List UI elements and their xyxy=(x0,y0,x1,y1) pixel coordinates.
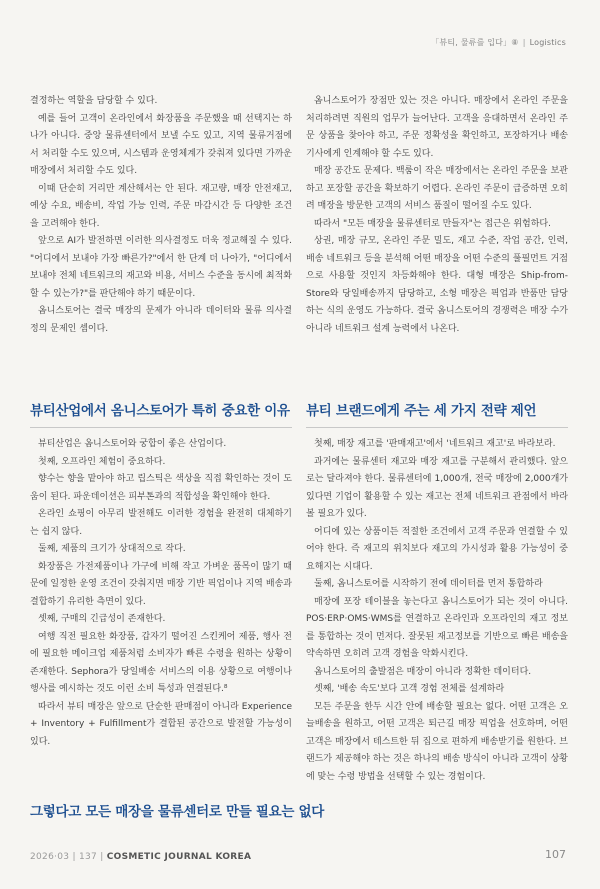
section3-body xyxy=(306,436,568,786)
paragraph: 이때 단순히 거리만 계산해서는 안 된다. 재고량, 매장 안전재고, 예상 수요, 배송비, 작업 가능 인력, 주문 마감시간 등 다양한 조건을 고려해야 한다. xyxy=(30,183,292,229)
running-header: 「뷰티, 물류를 입다」⑧ | Logistics xyxy=(431,38,566,47)
category-label: Logistics xyxy=(529,38,566,47)
section-divider xyxy=(306,427,568,428)
footer xyxy=(30,852,251,862)
series-label: 「뷰티, 물류를 입다」⑧ xyxy=(431,38,519,47)
paragraph: 따라서 "모든 매장을 물류센터로 만들자"는 접근은 위험하다. xyxy=(314,218,551,229)
paragraph: 옴니스토어가 장점만 있는 것은 아니다. 매장에서 온라인 주문을 처리하려면 직원의 업무가 늘어난다. 고객을 응대하면서 온라인 주문 상품을 찾아야 하고, 주문 정확성을 확인하고, 포장하거나 배송기사에게 인계해야 할 수도 있다. xyxy=(306,96,568,159)
paragraph: 뷰티산업은 옴니스토어와 궁합이 좋은 산업이다. xyxy=(38,439,227,449)
paragraph: 셋째, '배송 속도'보다 고객 경험 전체를 설계하라 xyxy=(314,684,505,694)
paragraph: 어디에 있는 상품이든 적절한 조건에서 고객 주문과 연결할 수 있어야 한다. 즉 재고의 위치보다 재고의 가시성과 활용 가능성이 중요해지는 시대다. xyxy=(306,526,568,572)
paragraph: 따라서 뷰티 매장은 앞으로 단순한 판매점이 아니라 Experience + Inventory + Fulfillment가 결합된 공간으로 발전할 가능성이 있다. xyxy=(30,701,292,747)
paragraph: 둘째, 제품의 크기가 상대적으로 작다. xyxy=(38,544,186,554)
page-number: 107 xyxy=(545,848,566,861)
paragraph: 옴니스토어는 결국 매장의 문제가 아니라 데이터와 물류 의사결정의 문제인 셈이다. xyxy=(30,306,292,334)
section-divider xyxy=(30,427,292,428)
paragraph: 첫째, 매장 재고를 '판매재고'에서 '네트워크 재고'로 바라보라. xyxy=(314,439,556,449)
paragraph: 예를 들어 고객이 온라인에서 화장품을 주문했을 때 선택지는 하나가 아니다. 중앙 물류센터에서 보낼 수도 있고, 지역 물류거점에서 처리할 수도 있으며, 시스템과 운영체계가 갖춰져 있다면 가까운 매장에서 처리할 수도 있다. xyxy=(30,113,292,176)
section1-body xyxy=(30,436,292,751)
paragraph: 결정하는 역할을 담당할 수 있다. xyxy=(30,96,158,106)
issue-info: 2026·03 | 137 | xyxy=(30,852,104,862)
paragraph: 매장에 포장 테이블을 놓는다고 옴니스토어가 되는 것이 아니다. POS·ERP·OMS·WMS를 연결하고 온라인과 오프라인의 재고 정보를 통합하는 것이 먼저다. 잘못된 재고정보를 기반으로 빠른 배송을 약속하면 오히려 고객 경험을 악화시킨다. xyxy=(306,596,568,659)
magazine-name: COSMETIC JOURNAL KOREA xyxy=(106,852,252,862)
paragraph: 옴니스토어의 출발점은 매장이 아니라 정확한 데이터다. xyxy=(314,666,532,677)
paragraph: 모든 주문을 한두 시간 안에 배송할 필요는 없다. 어떤 고객은 오늘배송을 원하고, 어떤 고객은 퇴근길 매장 픽업을 선호하며, 어떤 고객은 매장에서 테스트한 뒤 집으로 편하게 배송받기를 원한다. 브랜드가 제공해야 하는 것은 하나의 배송 방식이 아니라 고객이 상황에 맞는 수령 방법을 선택할 수 있는 경험이다. xyxy=(306,701,568,782)
paragraph: 화장품은 가전제품이나 가구에 비해 작고 가벼운 품목이 많기 때문에 일정한 운영 조건이 갖춰지면 매장 기반 픽업이나 지역 배송과 결합하기 유리한 측면이 있다. xyxy=(30,561,292,607)
paragraph: 온라인 쇼핑이 아무리 발전해도 이러한 경험을 완전히 대체하기는 쉽지 않다. xyxy=(30,509,292,537)
paragraph: 앞으로 AI가 발전하면 이러한 의사결정도 더욱 정교해질 수 있다. "어디에서 보내야 가장 빠른가?"에서 한 단계 더 나아가, "어디에서 보내야 전체 네트워크의 재고와 비용, 서비스 수준을 동시에 최적화할 수 있는가?"를 판단해야 하기 때문이다. xyxy=(30,236,292,299)
paragraph: 셋째, 구매의 긴급성이 존재한다. xyxy=(38,614,166,624)
section-title-not-all-stores: 그렇다고 모든 매장을 물류센터로 만들 필요는 없다 xyxy=(30,804,324,820)
paragraph: 매장 공간도 문제다. 백룸이 작은 매장에서는 온라인 주문을 보관하고 포장할 공간을 확보하기 어렵다. 온라인 주문이 급증하면 오히려 매장을 방문한 고객의 서비스 품질이 떨어질 수도 있다. xyxy=(306,166,568,211)
left-top-column xyxy=(30,93,292,338)
paragraph: 둘째, 옴니스토어를 시작하기 전에 데이터를 먼저 통합하라 xyxy=(314,579,543,589)
paragraph: 첫째, 오프라인 체험이 중요하다. xyxy=(38,456,166,467)
paragraph: 상권, 매장 규모, 온라인 주문 밀도, 재고 수준, 작업 공간, 인력, 배송 네트워크 등을 분석해 어떤 매장을 어떤 수준의 풀필먼트 거점으로 사용할 것인지 차등화해야 한다. 대형 매장은 Ship-from-Store와 당일배송까지 담당하고, 소형 매장은 픽업과 반품만 담당하는 식의 운영도 가능하다. 결국 옴니스토어의 경쟁력은 매장 수가 아니라 네트워크 설계 능력에서 나온다. xyxy=(306,236,568,334)
right-top-column xyxy=(306,93,568,338)
section-title-beauty-industry: 뷰티산업에서 옴니스토어가 특히 중요한 이유 xyxy=(30,403,290,419)
section-title-strategy: 뷰티 브랜드에게 주는 세 가지 전략 제언 xyxy=(306,403,537,419)
paragraph: 여행 직전 필요한 화장품, 갑자기 떨어진 스킨케어 제품, 행사 전에 필요한 메이크업 제품처럼 소비자가 빠른 수령을 원하는 상황이 존재한다. Sephora가 당일배송 서비스의 이용 상황으로 여행이나 행사를 예시하는 것도 이런 소비 특성과 연결된다.⁸ xyxy=(30,631,292,694)
paragraph: 향수는 향을 맡아야 하고 립스틱은 색상을 직접 확인하는 것이 도움이 된다. 파운데이션은 피부톤과의 적합성을 확인해야 한다. xyxy=(30,474,292,502)
paragraph: 과거에는 물류센터 재고와 매장 재고를 구분해서 관리했다. 앞으로는 달라져야 한다. 물류센터에 1,000개, 전국 매장에 2,000개가 있다면 기업이 활용할 수 있는 재고는 전체 네트워크 관점에서 바라볼 필요가 있다. xyxy=(306,456,568,519)
